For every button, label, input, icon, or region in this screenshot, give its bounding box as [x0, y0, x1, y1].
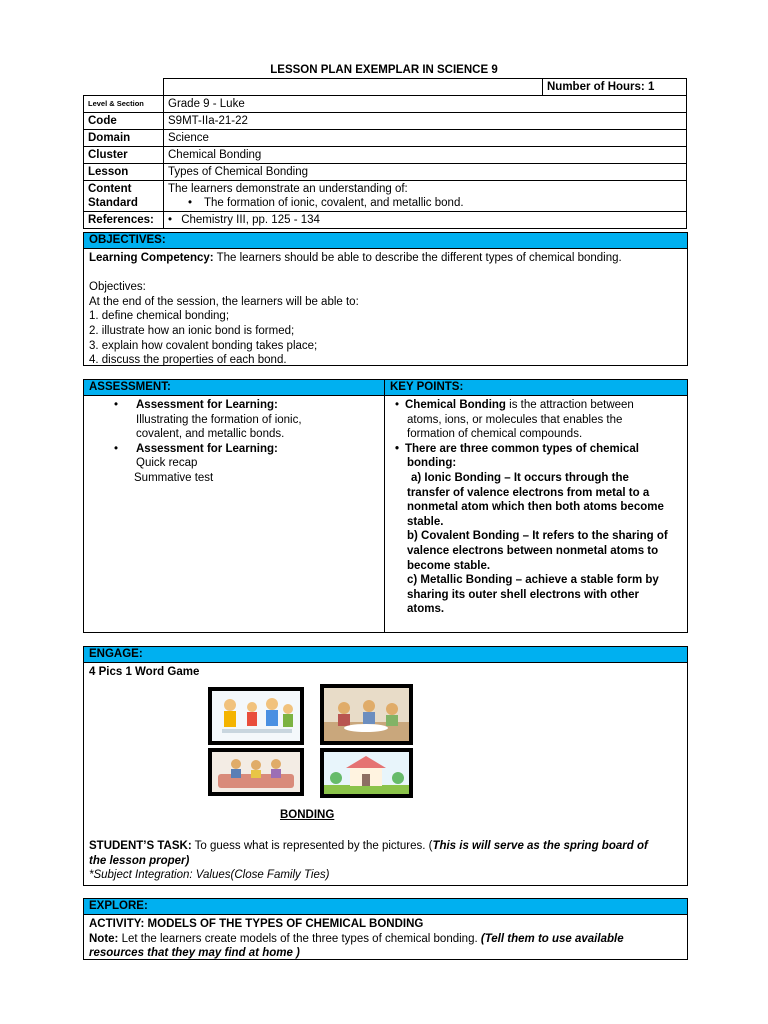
picture-family-house: [320, 748, 413, 798]
code-value: S9MT-IIa-21-22: [164, 113, 687, 130]
objectives-label: Objectives:: [89, 281, 146, 294]
domain-value: Science: [164, 130, 687, 147]
domain-label: Domain: [84, 130, 164, 147]
family-sofa-illustration: [212, 752, 300, 792]
cluster-label: Cluster: [84, 147, 164, 164]
engage-heading: ENGAGE:: [84, 647, 687, 663]
bullet-icon: •: [114, 399, 119, 411]
lesson-label: Lesson: [84, 164, 164, 181]
content-standard-value: The learners demonstrate an understanding of: • The formation of ionic, covalent, and metallic bond.: [164, 181, 687, 212]
objectives-intro: At the end of the session, the learners will be able to:: [89, 295, 359, 308]
key-points-column: KEY POINTS: • Chemical Bonding is the attraction between atoms, ions, or molecules that enables the formation of chemical compounds. • There are three common types of chemical bonding: a) Ionic Bonding – It occurs through the transfer of valence electrons from metal to a nonmetal atom which then both atoms become stable. b) Covalent Bonding – It refers to the sharing of valence electrons between nonmetal atoms to become stable. c) Metallic Bonding – achieve a stable form by sharing its outer shell electrons with other atoms.: [385, 380, 687, 632]
picture-kids-playing: [208, 687, 304, 745]
bullet-icon: •: [168, 214, 173, 226]
objectives-heading: OBJECTIVES:: [84, 233, 687, 249]
key-points-heading: KEY POINTS:: [385, 380, 687, 396]
bullet-icon: •: [395, 399, 400, 411]
objective-item: 2. illustrate how an ionic bond is formed;: [89, 324, 295, 337]
bullet-icon: •: [395, 442, 400, 455]
references-label: References:: [84, 212, 164, 229]
kids-playing-illustration: [212, 691, 300, 741]
explore-note: Note: Let the learners create models of the three types of chemical bonding. (Tell them to use available: [89, 932, 624, 945]
objective-item: 4. discuss the properties of each bond.: [89, 354, 287, 367]
family-table-illustration: [324, 688, 409, 741]
learning-competency: Learning Competency: The learners should be able to describe the different types of chemical bonding.: [89, 252, 622, 264]
answer-word: BONDING: [280, 809, 335, 821]
bullet-icon: •: [114, 442, 119, 455]
picture-family-sofa: [208, 748, 304, 796]
game-title: 4 Pics 1 Word Game: [89, 666, 200, 678]
assessment-keypoints-section: [83, 379, 688, 633]
explore-section: EXPLORE: ACTIVITY: MODELS OF THE TYPES OF CHEMICAL BONDING Note: Let the learners create models of the three types of chemical bonding. (Tell them to use available resources that they may find at home ): [83, 898, 688, 960]
code-label: Code: [84, 113, 164, 130]
references-value: • Chemistry III, pp. 125 - 134: [164, 212, 687, 229]
objectives-section: [83, 232, 688, 366]
document-title: LESSON PLAN EXEMPLAR IN SCIENCE 9: [270, 64, 498, 76]
header-table: [83, 78, 687, 229]
picture-family-table: [320, 684, 413, 745]
assessment-heading: ASSESSMENT:: [84, 380, 384, 396]
content-standard-label: Content Standard: [84, 181, 164, 212]
level-value: Grade 9 - Luke: [164, 96, 687, 113]
bullet-icon: •: [188, 197, 193, 209]
lesson-value: Types of Chemical Bonding: [164, 164, 687, 181]
student-task: STUDENT’S TASK: To guess what is represented by the pictures. (This is will serve as the spring board of the lesson proper) *Subject Integration: Values(Close Family Ties): [89, 840, 648, 882]
cluster-value: Chemical Bonding: [164, 147, 687, 164]
engage-section: [83, 646, 688, 886]
assessment-column: ASSESSMENT: • Assessment for Learning: Illustrating the formation of ionic, covalent, and metallic bonds. • Assessment for Learning: Quick recap Summative test: [84, 380, 385, 632]
family-house-illustration: [324, 752, 409, 794]
objective-item: 1. define chemical bonding;: [89, 310, 230, 323]
objective-item: 3. explain how covalent bonding takes place;: [89, 339, 318, 352]
subject-integration: *Subject Integration: Values(Close Family Ties): [89, 869, 330, 882]
hours-cell: Number of Hours: 1: [543, 79, 687, 96]
explore-heading: EXPLORE:: [84, 899, 687, 915]
level-label: Level & Section: [84, 96, 164, 113]
activity-title: ACTIVITY: MODELS OF THE TYPES OF CHEMICAL BONDING: [89, 918, 424, 930]
